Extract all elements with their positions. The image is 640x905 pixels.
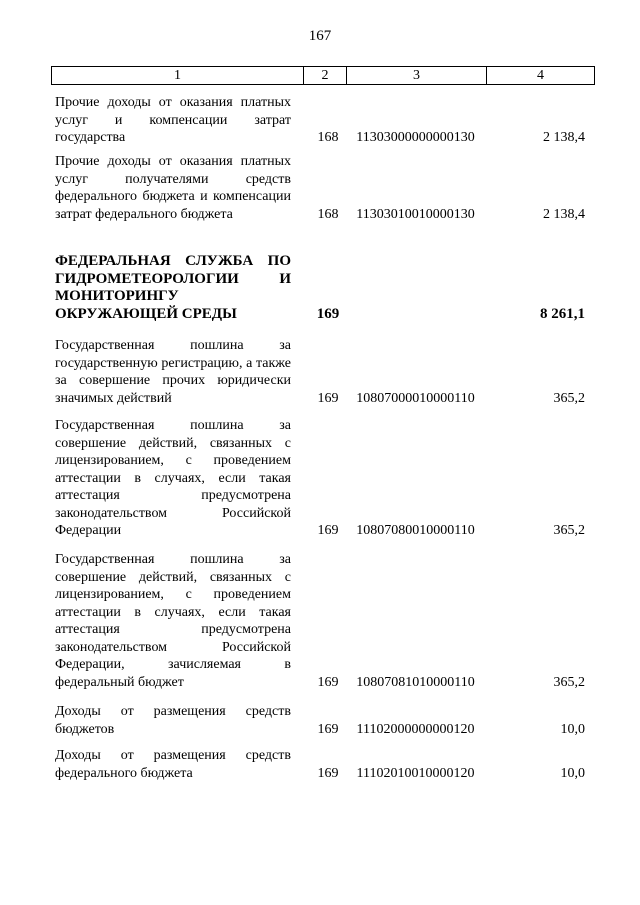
row-code: 11102010010000120	[356, 765, 475, 781]
row-name: Государственная пошлина за совершение действий, связанных с лицензированием, с проведением аттестации в случаях, если такая аттестация предусмотрена законодательством Российской Федерации	[55, 418, 291, 538]
row-name: Доходы от размещения средств бюджетов	[55, 704, 291, 737]
row-num: 169	[317, 721, 339, 737]
header-col-1: 1	[174, 68, 181, 83]
row-name: Государственная пошлина за государственную регистрацию, а также за совершение прочих юридически значимых действий	[55, 338, 291, 406]
header-col-2: 2	[303, 67, 346, 84]
row-name: Доходы от размещения средств федерального бюджета	[55, 748, 291, 781]
row-name: Прочие доходы от оказания платных услуг получателями средств федерального бюджета и компенсации затрат федерального бюджета	[55, 154, 291, 222]
row-amount: 365,2	[553, 390, 585, 406]
table-row	[55, 703, 590, 738]
agency-amount: 8 261,1	[540, 305, 585, 322]
table-row	[55, 551, 590, 691]
row-num: 169	[317, 674, 339, 690]
row-amount: 2 138,4	[543, 206, 585, 222]
page-number: 167	[308, 28, 332, 44]
table-row	[55, 747, 590, 782]
agency-num: 169	[316, 305, 340, 322]
row-name: Прочие доходы от оказания платных услуг и компенсации затрат государства	[55, 95, 291, 145]
row-amount: 10,0	[560, 721, 585, 737]
row-num: 169	[317, 765, 339, 781]
row-num: 169	[317, 390, 339, 406]
row-code: 11303000000000130	[356, 130, 475, 145]
table-row	[55, 153, 590, 223]
row-code: 10807000010000110	[356, 390, 475, 406]
table-row	[55, 94, 590, 147]
row-amount: 365,2	[553, 674, 585, 690]
header-col-3: 3	[346, 67, 486, 84]
row-code: 10807081010000110	[356, 674, 475, 690]
row-code: 11303010010000130	[356, 206, 475, 222]
row-num: 168	[317, 130, 339, 145]
row-amount: 2 138,4	[543, 130, 585, 145]
table-row	[55, 337, 590, 407]
table-row	[55, 417, 590, 540]
row-num: 169	[317, 523, 339, 538]
row-code: 10807080010000110	[356, 523, 475, 538]
header-col-4: 4	[486, 67, 594, 84]
row-amount: 10,0	[560, 765, 585, 781]
agency-row	[55, 253, 590, 323]
agency-name: ФЕДЕРАЛЬНАЯ СЛУЖБА ПО ГИДРОМЕТЕОРОЛОГИИ И МОНИТОРИНГУ ОКРУЖАЮЩЕЙ СРЕДЫ	[55, 253, 291, 322]
row-code: 11102000000000120	[356, 721, 475, 737]
row-num: 168	[317, 206, 339, 222]
row-name: Государственная пошлина за совершение действий, связанных с лицензированием, с проведением аттестации в случаях, если такая аттестация предусмотрена законодательством Российской Федерации, зачисляемая в федеральный бюджет	[55, 552, 291, 690]
row-amount: 365,2	[553, 523, 585, 538]
table-header	[51, 66, 595, 85]
